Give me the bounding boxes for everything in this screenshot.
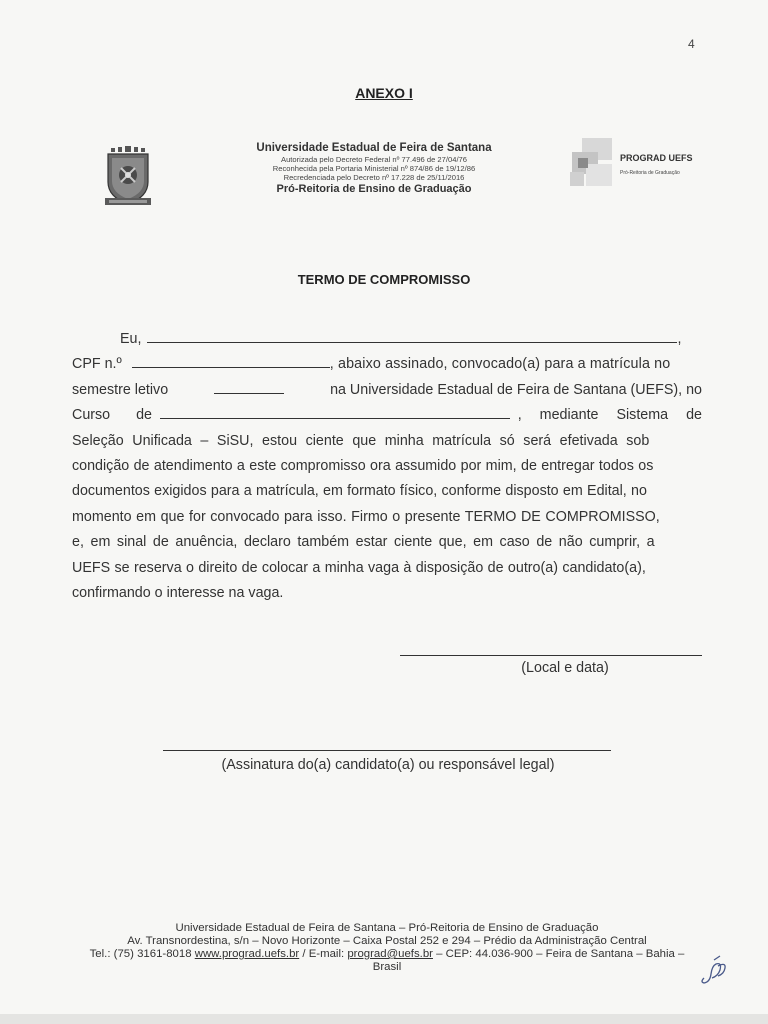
body-line-4: momento em que for convocado para isso. Firmo o presente TERMO DE COMPROMISSO, xyxy=(72,508,660,525)
body-line-7: confirmando o interesse na vaga. xyxy=(72,584,284,601)
footer-email-link[interactable]: prograd@uefs.br xyxy=(347,948,433,960)
pro-rectorate-name: Pró-Reitoria de Ensino de Graduação xyxy=(276,183,472,195)
course-line xyxy=(72,403,702,428)
page-number: 4 xyxy=(688,37,695,51)
name-blank[interactable] xyxy=(147,328,677,343)
body-line-2: condição de atendimento a este compromisso ora assumido por mim, de entregar todos os xyxy=(72,457,654,474)
semester-suffix: na Universidade Estadual de Feira de Santana (UEFS), no xyxy=(330,381,702,398)
prograd-squares-icon xyxy=(570,138,614,188)
cpf-line xyxy=(72,352,702,377)
cpf-suffix: , abaixo assinado, convocado(a) para a matrícula no xyxy=(329,356,671,373)
course-blank[interactable] xyxy=(160,404,510,419)
body-line-1: Seleção Unificada – SiSU, estou ciente que minha matrícula só será efetivada sob xyxy=(72,432,650,449)
cpf-blank[interactable] xyxy=(132,353,330,368)
signature-label: (Assinatura do(a) candidato(a) ou responsável legal) xyxy=(221,757,555,773)
body-line-5: e, em sinal de anuência, declaro também estar ciente que, em caso de não cumprir, a xyxy=(72,534,655,551)
university-header xyxy=(212,142,536,196)
name-suffix: , xyxy=(677,331,682,347)
prograd-logo-title: PROGRAD UEFS xyxy=(620,153,693,163)
footer-address: – CEP: 44.036-900 – Feira de Santana – Bahia – xyxy=(432,948,685,960)
university-name: Universidade Estadual de Feira de Santana xyxy=(256,142,492,154)
recredential-line: Recredenciada pelo Decreto nº 17.228 de 25/11/2016 xyxy=(283,173,465,182)
university-crest-icon xyxy=(103,142,153,208)
prograd-logo-subtitle: Pró-Reitoria de Graduação xyxy=(620,170,680,176)
document-title: TERMO DE COMPROMISSO xyxy=(297,272,471,287)
course-prefix: Curso de xyxy=(72,407,153,424)
name-prefix: Eu, xyxy=(120,331,142,347)
place-date-label: (Local e data) xyxy=(521,660,609,676)
semester-prefix: semestre letivo xyxy=(72,381,169,398)
body-line-3: documentos exigidos para a matrícula, em formato físico, conforme disposto em Edital, no xyxy=(72,483,647,500)
course-suffix: , mediante Sistema de xyxy=(517,407,702,424)
footer-line-4: Brasil xyxy=(372,961,402,973)
semester-blank[interactable] xyxy=(214,379,284,394)
scan-edge xyxy=(0,1014,768,1024)
footer-email-label: / E-mail: xyxy=(299,948,348,960)
handwritten-initials-icon xyxy=(698,952,730,986)
authorization-line: Autorizada pelo Decreto Federal nº 77.496 de 27/04/76 xyxy=(281,155,467,164)
recognition-line: Reconhecida pela Portaria Ministerial nº 874/86 de 19/12/86 xyxy=(272,164,476,173)
footer-website-link[interactable]: www.prograd.uefs.br xyxy=(194,948,300,960)
signature-line[interactable] xyxy=(163,750,611,751)
footer-line-3 xyxy=(48,948,726,961)
cpf-prefix: CPF n.º xyxy=(72,356,122,373)
body-line-6: UEFS se reserva o direito de colocar a minha vaga à disposição de outro(a) candidato(a), xyxy=(72,559,646,576)
semester-line xyxy=(72,378,702,403)
place-date-line[interactable] xyxy=(400,655,702,656)
prograd-logo xyxy=(570,138,700,190)
footer xyxy=(72,922,702,974)
name-line xyxy=(72,327,702,352)
footer-phone: Tel.: (75) 3161-8018 xyxy=(89,948,195,960)
footer-line-1: Universidade Estadual de Feira de Santana – Pró-Reitoria de Ensino de Graduação xyxy=(175,922,599,934)
footer-line-2: Av. Transnordestina, s/n – Novo Horizonte – Caixa Postal 252 e 294 – Prédio da Administração Central xyxy=(127,935,647,947)
commitment-text xyxy=(72,327,702,606)
annex-title: ANEXO I xyxy=(355,85,413,101)
